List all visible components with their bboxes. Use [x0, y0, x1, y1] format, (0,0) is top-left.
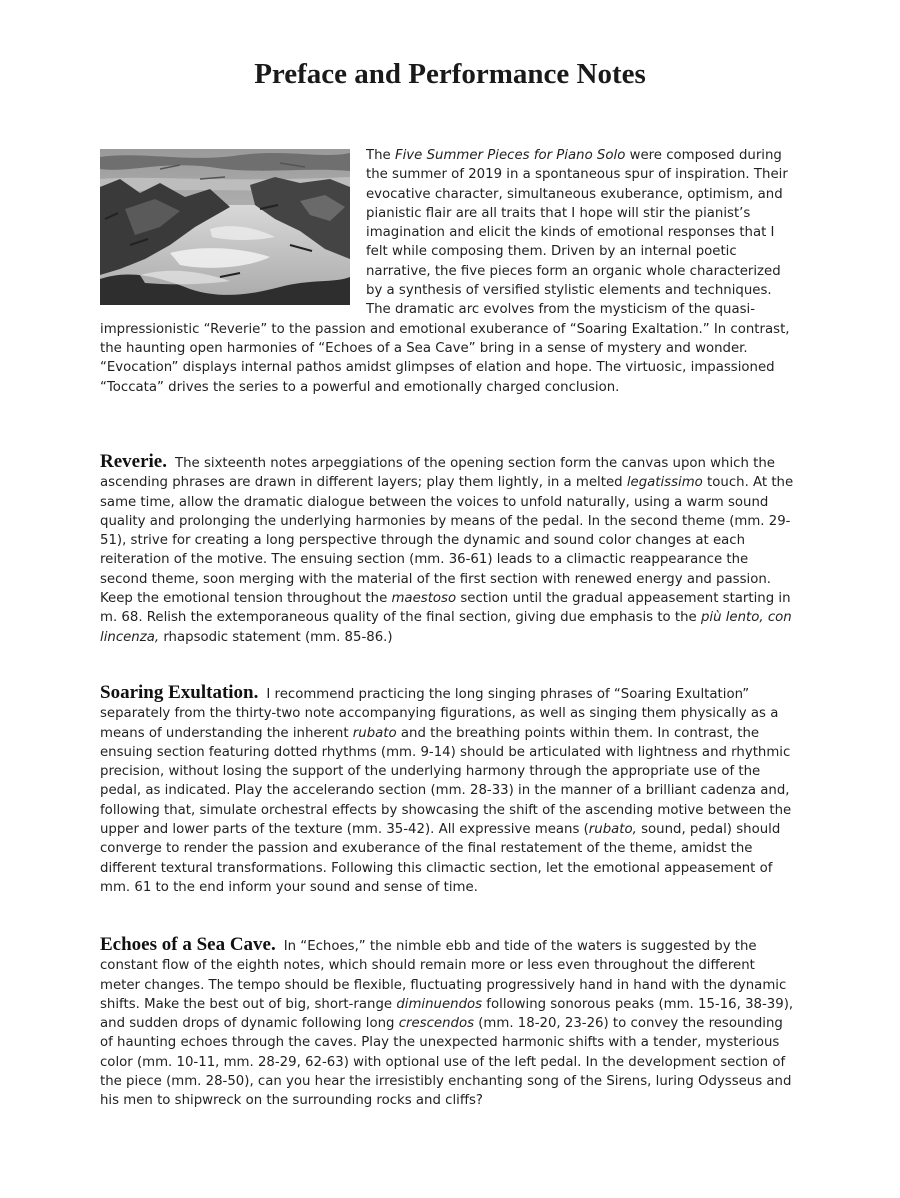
page-title: Preface and Performance Notes	[254, 58, 646, 90]
intro-paragraph	[100, 146, 790, 397]
intro-text-1: The	[366, 148, 395, 163]
reverie-text-4: rhapsodic statement (mm. 85-86.)	[159, 629, 393, 645]
echoes-term-2: crescendos	[398, 1016, 475, 1032]
section-reverie	[100, 452, 794, 647]
reverie-text-1: The sixteenth notes arpeggiations of the opening section form the canvas upon which the ascending phrases are drawn in different layers; play them lightly, in a melted	[100, 456, 775, 491]
section-echoes-of-a-sea-cave	[100, 935, 794, 1111]
soaring-text-1: I recommend practicing the long singing phrases of “Soaring Exultation” separately from the thirty-two note accompanying figurations, as well as singing them physically as a means of understanding the inherent	[100, 687, 779, 741]
reverie-text-2: touch. At the same time, allow the dramatic dialogue between the voices to unfold naturally, using a warm sound quality and prolonging the underlying harmonies by means of the pedal. In the second theme (mm. 29-51), strive for creating a long perspective through the dynamic and sound color changes at each reiteration of the motive. The ensuing section (mm. 36-61) leads to a climactic reappearance the second theme, soon merging with the material of the first section with renewed energy and passion. Keep the emotional tension throughout the	[100, 475, 794, 607]
reverie-heading: Reverie.	[100, 451, 167, 472]
soaring-term-2: rubato,	[588, 822, 637, 838]
echoes-text-3: (mm. 18-20, 23-26) to convey the resounding of haunting echoes through the caves. Play the unexpected harmonic shifts with a tender, mysterious color (mm. 10-11, mm. 28-29, 62-63) with optional use of the left pedal. In the development section of the piece (mm. 28-50), can you hear the irresistibly enchanting song of the Sirens, luring Odysseus and his men to shipwreck on the surrounding rocks and cliffs?	[100, 1016, 792, 1109]
intro-text-2: were composed during the summer of 2019 in a spontaneous spur of inspiration. Their evocative character, simultaneous exuberance, optimism, and pianistic flair are all traits that I hope will stir the pianist’s imagination and elicit the kinds of emotional responses that I felt while composing them. Driven by an internal poetic narrative, the five pieces form an organic whole characterized by a synthesis of versified stylistic elements and techniques. The dramatic arc evolves from the mysticism of the quasi-impressionistic “Reverie” to the passion and emotional exuberance of “Soaring Exaltation.” In contrast, the haunting open harmonies of “Echoes of a Sea Cave” bring in a sense of mystery and wonder. “Evocation” displays internal pathos amidst glimpses of elation and hope. The virtuosic, impassioned “Toccata” drives the series to a powerful and emotionally charged conclusion.	[100, 148, 790, 395]
reverie-term-2: maestoso	[391, 591, 457, 607]
reverie-term-3: più lento, con lincenza,	[100, 610, 792, 645]
echoes-text-1: In “Echoes,” the nimble ebb and tide of the waters is suggested by the constant flow of the eighth notes, which should remain more or less even throughout the different meter changes. The tempo should be flexible, fluctuating progressively hand in hand with the dynamic shifts. Make the best out of big, short-range	[100, 939, 787, 1012]
echoes-heading: Echoes of a Sea Cave.	[100, 934, 276, 955]
soaring-heading: Soaring Exultation.	[100, 682, 259, 703]
echoes-term-1: diminuendos	[396, 996, 483, 1012]
section-soaring-exultation	[100, 683, 794, 897]
soaring-text-2: and the breathing points within them. In contrast, the ensuing section featuring dotted rhythms (mm. 9-14) should be articulated with lightness and rhythmic precision, without losing the support of the underlying harmony through the appropriate use of the pedal, as indicated. Play the accelerando section (mm. 28-33) in the manner of a brilliant cadenza and, following that, simulate orchestral effects by showcasing the shift of the ascending motive between the upper and lower parts of the texture (mm. 35-42). All expressive means (	[100, 725, 792, 838]
soaring-text-3: sound, pedal) should converge to render the passion and exuberance of the final restatement of the theme, amidst the different textural transformations. Following this climactic section, let the emotional appeasement of mm. 61 to the end inform your sound and sense of time.	[100, 822, 781, 895]
reverie-text-3: section until the gradual appeasement starting in m. 68. Relish the extemporaneous quality of the final section, giving due emphasis to the	[100, 591, 791, 626]
intro-work-title: Five Summer Pieces for Piano Solo	[394, 148, 626, 163]
echoes-text-2: following sonorous peaks (mm. 15-16, 38-39), and sudden drops of dynamic following long	[100, 996, 794, 1032]
reverie-term-1: legatissimo	[626, 475, 703, 491]
soaring-term-1: rubato	[352, 725, 397, 741]
seascape-painting	[100, 149, 350, 305]
